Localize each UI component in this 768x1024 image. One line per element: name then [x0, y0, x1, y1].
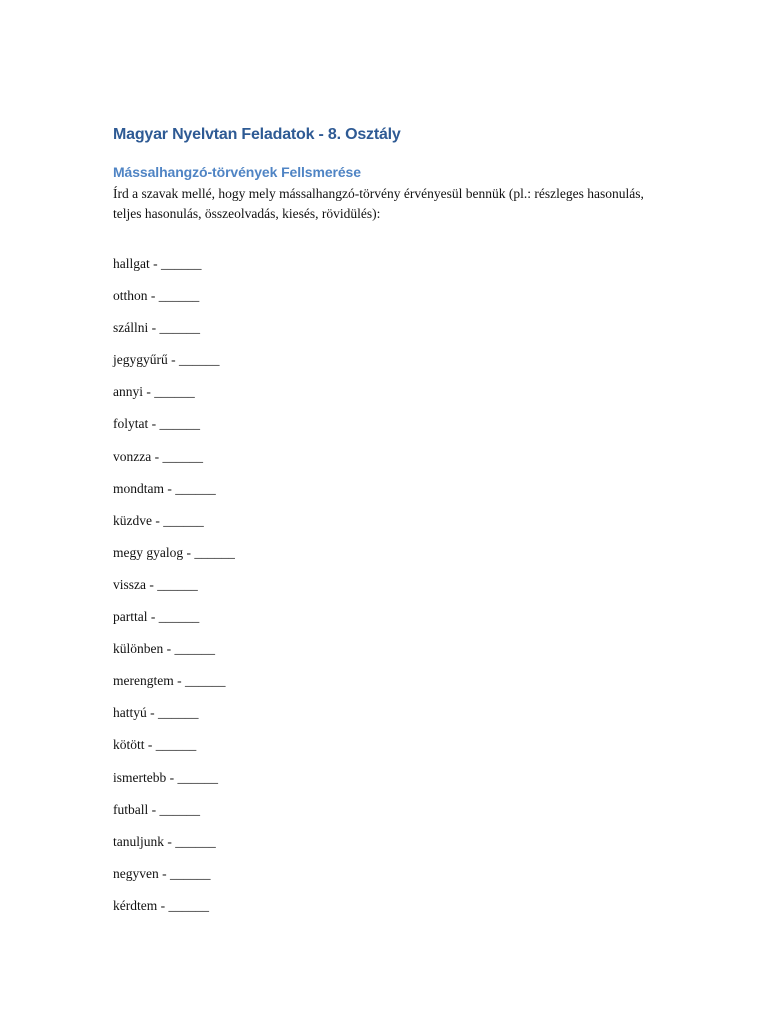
exercise-item: parttal - ______ [113, 609, 200, 625]
exercise-item: jegygyűrű - ______ [113, 352, 220, 368]
exercise-item: különben - ______ [113, 641, 215, 657]
exercise-item: megy gyalog - ______ [113, 544, 235, 560]
section-title: Mássalhangzó-törvények Fellsmerése [113, 164, 361, 180]
document-page [113, 124, 653, 928]
exercise-item: tanuljunk - ______ [113, 833, 216, 849]
document-title: Magyar Nyelvtan Feladatok - 8. Osztály [113, 126, 401, 143]
exercise-item: hattyú - ______ [113, 705, 199, 721]
exercise-item: kötött - ______ [113, 737, 197, 753]
exercise-item: negyven - ______ [113, 865, 211, 881]
exercise-item: vonzza - ______ [113, 448, 203, 464]
exercise-item: ismertebb - ______ [113, 769, 218, 785]
exercise-item: küzdve - ______ [113, 512, 204, 528]
exercise-item: szállni - ______ [113, 320, 200, 336]
exercise-item: otthon - ______ [113, 288, 200, 304]
exercise-item: futball - ______ [113, 801, 200, 817]
exercise-item: merengtem - ______ [113, 673, 226, 689]
instructions-text: Írd a szavak mellé, hogy mely mássalhangzó-törvény érvényesül bennük (pl.: részleges hasonulás, teljes hasonulás, összeolvadás, kiesés, rövidülés): [113, 186, 644, 221]
exercise-item: folytat - ______ [113, 416, 200, 432]
exercise-item: vissza - ______ [113, 576, 198, 592]
exercise-item: hallgat - ______ [113, 256, 202, 271]
exercise-item: annyi - ______ [113, 384, 195, 400]
exercise-list [113, 254, 653, 928]
exercise-item: mondtam - ______ [113, 480, 216, 496]
exercise-item: kérdtem - ______ [113, 897, 209, 913]
